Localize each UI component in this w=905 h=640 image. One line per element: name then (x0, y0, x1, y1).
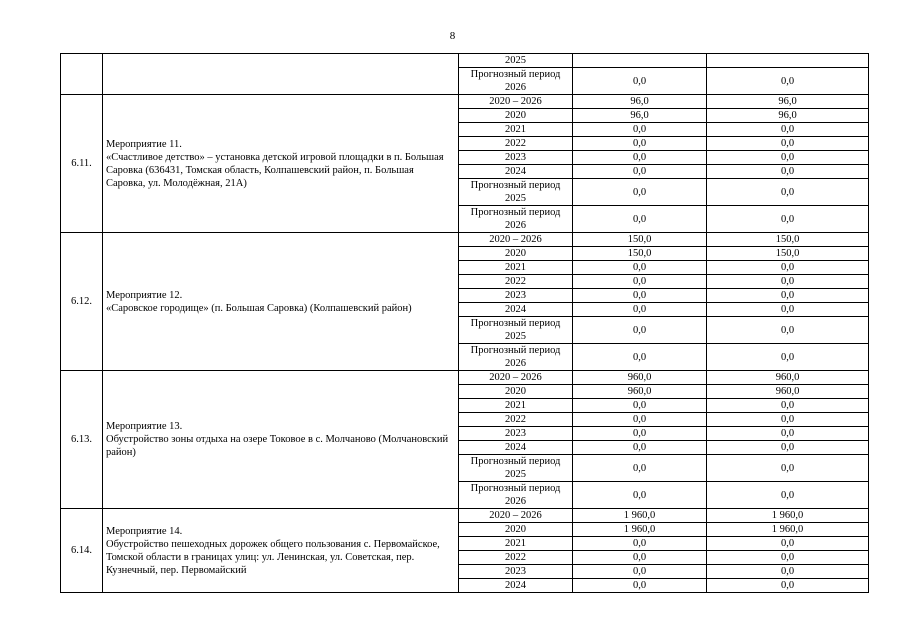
measure-description: «Саровское городище» (п. Большая Саровка) (Колпашевский район) (106, 302, 412, 314)
value2-cell: 0,0 (707, 565, 869, 579)
measure-title: Мероприятие 12. (106, 289, 183, 301)
value2-cell: 0,0 (707, 68, 869, 95)
period-cell: 2020 (459, 523, 573, 537)
table-row (61, 95, 869, 109)
value2-cell: 96,0 (707, 109, 869, 123)
table-body (61, 54, 869, 593)
value2-cell: 0,0 (707, 261, 869, 275)
value2-cell: 0,0 (707, 303, 869, 317)
measure-title: Мероприятие 14. (106, 525, 183, 537)
table-row (61, 233, 869, 247)
period-cell: 2020 (459, 109, 573, 123)
value1-cell: 960,0 (573, 371, 707, 385)
period-cell: 2020 (459, 247, 573, 261)
value2-cell: 0,0 (707, 137, 869, 151)
period-cell: 2020 – 2026 (459, 371, 573, 385)
value1-cell: 150,0 (573, 247, 707, 261)
value1-cell: 0,0 (573, 344, 707, 371)
value1-cell: 0,0 (573, 565, 707, 579)
measure-description-cell (103, 371, 459, 509)
measure-description-cell (103, 509, 459, 593)
measure-description-cell (103, 95, 459, 233)
table-row (61, 371, 869, 385)
value2-cell: 0,0 (707, 179, 869, 206)
value1-cell: 150,0 (573, 233, 707, 247)
value1-cell: 0,0 (573, 151, 707, 165)
value2-cell: 0,0 (707, 551, 869, 565)
page-number: 8 (449, 30, 456, 42)
period-cell: Прогнозный период 2025 (459, 179, 573, 206)
period-cell: 2024 (459, 165, 573, 179)
value2-cell (707, 54, 869, 68)
value1-cell: 0,0 (573, 275, 707, 289)
period-cell: 2021 (459, 123, 573, 137)
value2-cell: 96,0 (707, 95, 869, 109)
value2-cell: 960,0 (707, 385, 869, 399)
measure-number: 6.11. (61, 95, 103, 233)
period-cell: 2021 (459, 399, 573, 413)
period-cell: Прогнозный период 2026 (459, 344, 573, 371)
measure-title: Мероприятие 11. (106, 138, 182, 150)
value2-cell: 0,0 (707, 344, 869, 371)
period-cell: 2020 (459, 385, 573, 399)
value1-cell: 96,0 (573, 95, 707, 109)
value1-cell: 0,0 (573, 206, 707, 233)
value2-cell: 0,0 (707, 537, 869, 551)
value2-cell: 0,0 (707, 413, 869, 427)
measure-description-cell (103, 233, 459, 371)
period-cell: Прогнозный период 2026 (459, 68, 573, 95)
value2-cell: 0,0 (707, 165, 869, 179)
value1-cell: 0,0 (573, 123, 707, 137)
value1-cell: 0,0 (573, 165, 707, 179)
period-cell: 2020 – 2026 (459, 95, 573, 109)
value2-cell: 0,0 (707, 579, 869, 593)
value1-cell: 0,0 (573, 289, 707, 303)
value1-cell: 0,0 (573, 413, 707, 427)
value1-cell: 1 960,0 (573, 509, 707, 523)
period-cell: Прогнозный период 2026 (459, 206, 573, 233)
budget-table (60, 53, 869, 593)
value1-cell: 0,0 (573, 317, 707, 344)
period-cell: 2023 (459, 565, 573, 579)
period-cell: 2022 (459, 137, 573, 151)
table-row (61, 54, 869, 68)
value2-cell: 1 960,0 (707, 523, 869, 537)
period-cell: 2020 – 2026 (459, 233, 573, 247)
period-cell: 2022 (459, 275, 573, 289)
value2-cell: 0,0 (707, 482, 869, 509)
value1-cell: 0,0 (573, 303, 707, 317)
empty-description-cell (103, 54, 459, 95)
value1-cell: 0,0 (573, 551, 707, 565)
value1-cell: 0,0 (573, 455, 707, 482)
value2-cell: 150,0 (707, 247, 869, 261)
measure-description: Обустройство зоны отдыха на озере Токовое в с. Молчаново (Молчановский район) (106, 434, 449, 458)
value2-cell: 0,0 (707, 399, 869, 413)
value1-cell: 0,0 (573, 137, 707, 151)
measure-number: 6.14. (61, 509, 103, 593)
value1-cell: 1 960,0 (573, 523, 707, 537)
period-cell: 2023 (459, 151, 573, 165)
value2-cell: 960,0 (707, 371, 869, 385)
period-cell: 2022 (459, 551, 573, 565)
period-cell: 2024 (459, 441, 573, 455)
value1-cell (573, 54, 707, 68)
period-cell: 2024 (459, 303, 573, 317)
value2-cell: 1 960,0 (707, 509, 869, 523)
value2-cell: 0,0 (707, 206, 869, 233)
value1-cell: 0,0 (573, 399, 707, 413)
measure-title: Мероприятие 13. (106, 421, 183, 432)
value2-cell: 0,0 (707, 441, 869, 455)
period-cell: 2021 (459, 261, 573, 275)
value2-cell: 0,0 (707, 317, 869, 344)
value1-cell: 0,0 (573, 579, 707, 593)
value1-cell: 960,0 (573, 385, 707, 399)
period-cell: 2023 (459, 427, 573, 441)
value1-cell: 96,0 (573, 109, 707, 123)
measure-description: Обустройство пешеходных дорожек общего пользования с. Первомайское, Томской области в границах улиц: ул. Ленинская, ул. Советская, пер. Кузнечный, пер. Первомайский (106, 538, 440, 576)
period-cell: 2020 – 2026 (459, 509, 573, 523)
period-cell: 2021 (459, 537, 573, 551)
empty-number-cell (61, 54, 103, 95)
table-row (61, 509, 869, 523)
value2-cell: 0,0 (707, 123, 869, 137)
period-cell: 2022 (459, 413, 573, 427)
period-cell: 2024 (459, 579, 573, 593)
period-cell: Прогнозный период 2025 (459, 455, 573, 482)
value1-cell: 0,0 (573, 427, 707, 441)
value2-cell: 0,0 (707, 289, 869, 303)
value2-cell: 0,0 (707, 275, 869, 289)
value1-cell: 0,0 (573, 482, 707, 509)
measure-number: 6.12. (61, 233, 103, 371)
value2-cell: 0,0 (707, 151, 869, 165)
measure-number: 6.13. (61, 371, 103, 509)
value2-cell: 150,0 (707, 233, 869, 247)
value1-cell: 0,0 (573, 261, 707, 275)
period-cell: 2023 (459, 289, 573, 303)
value1-cell: 0,0 (573, 441, 707, 455)
value1-cell: 0,0 (573, 537, 707, 551)
value2-cell: 0,0 (707, 455, 869, 482)
measure-description: «Счастливое детство» – установка детской игровой площадки в п. Большая Саровка (636431, Томская область, Колпашевский район, п. Большая Саровка, ул. Молодёжная, 21А) (106, 151, 444, 189)
period-cell: 2025 (459, 54, 573, 68)
value1-cell: 0,0 (573, 179, 707, 206)
value1-cell: 0,0 (573, 68, 707, 95)
period-cell: Прогнозный период 2026 (459, 482, 573, 509)
period-cell: Прогнозный период 2025 (459, 317, 573, 344)
value2-cell: 0,0 (707, 427, 869, 441)
